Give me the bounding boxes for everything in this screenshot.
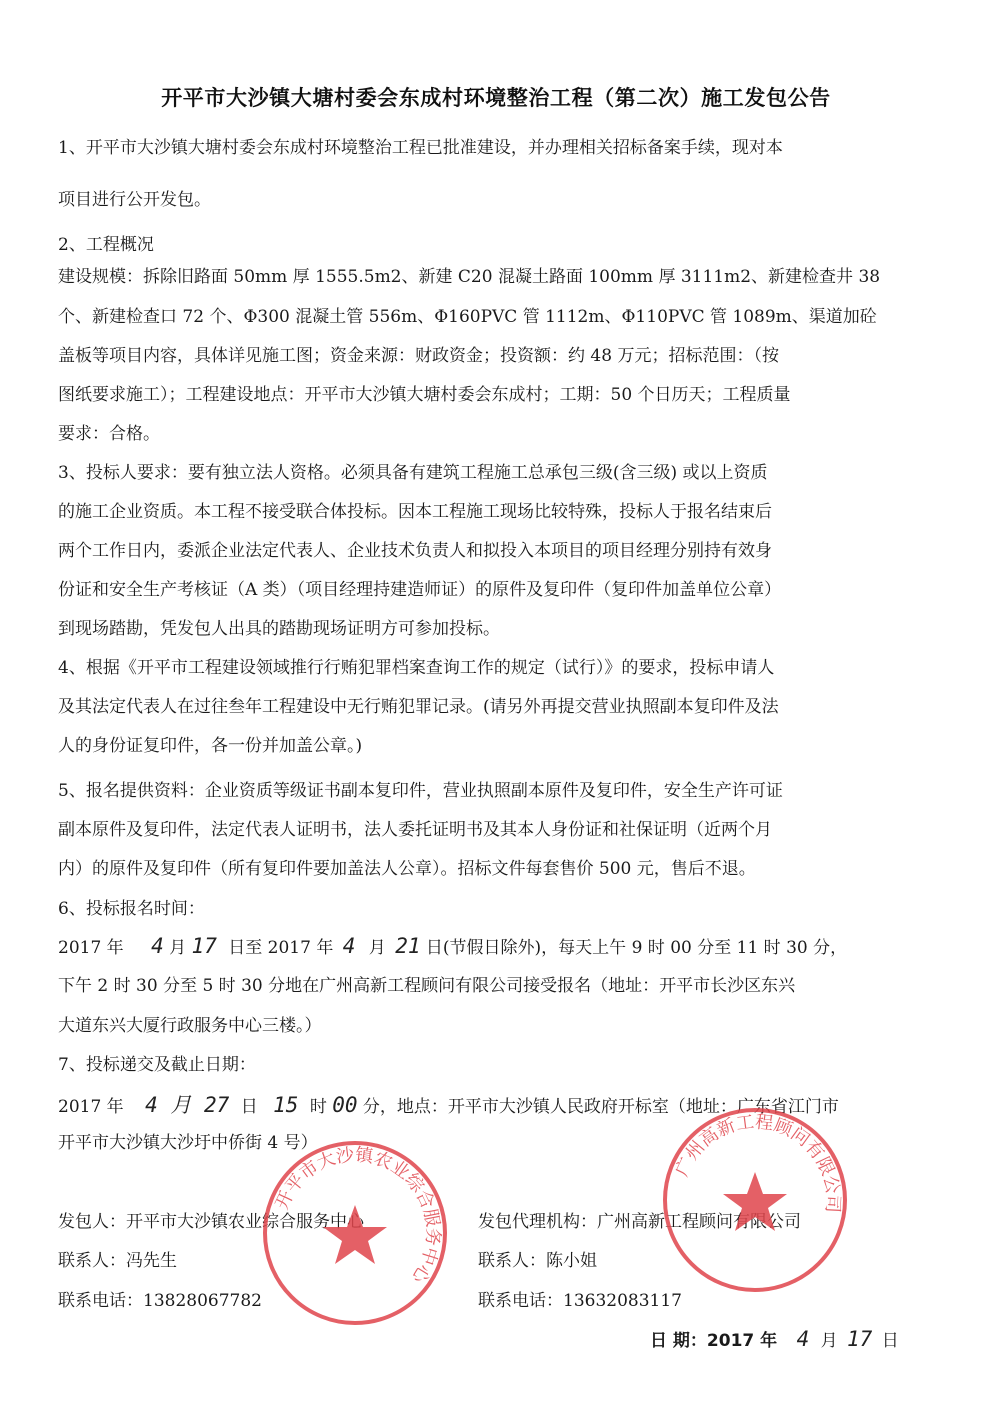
handwritten-day: 21 [395, 934, 421, 958]
text-line: 图纸要求施工）；工程建设地点：开平市大沙镇大塘村委会东成村；工期：50 个日历天；工程质量 [58, 385, 791, 405]
text-fragment: 2017 年 [58, 938, 124, 958]
text-line: 两个工作日内，委派企业法定代表人、企业技术负责人和拟投入本项目的项目经理分别持有效身 [58, 541, 772, 561]
issuer-name: 发包人：开平市大沙镇农业综合服务中心 [58, 1212, 364, 1232]
text-line: 大道东兴大厦行政服务中心三楼。） [58, 1016, 322, 1036]
handwritten-minute: 00 [332, 1093, 358, 1117]
agent-contact: 联系人：陈小姐 [478, 1251, 597, 1271]
text-line: 4、根据《开平市工程建设领域推行行贿犯罪档案查询工作的规定（试行）》的要求，投标申请人 [58, 658, 775, 678]
seal-text: 开平市大沙镇农业综合服务中心 [271, 1144, 444, 1287]
text-line: 人的身份证复印件，各一份并加盖公章。) [58, 736, 363, 756]
text-fragment: 月 [368, 938, 386, 958]
agent-name: 发包代理机构：广州高新工程顾问有限公司 [478, 1212, 801, 1232]
text-fragment: 月 [169, 938, 187, 958]
text-line: 开平市大沙镇大沙圩中侨街 4 号） [58, 1133, 318, 1153]
page-title: 开平市大沙镇大塘村委会东成村环境整治工程（第二次）施工发包公告 [161, 86, 831, 110]
text-fragment: 分，地点：开平市大沙镇人民政府开标室（地址：广东省江门市 [362, 1097, 839, 1117]
text-fragment: 日 [240, 1097, 258, 1117]
text-line: 个、新建检查口 72 个、Φ300 混凝土管 556m、Φ160PVC 管 1112m、Φ110PVC 管 1089m、渠道加砼 [58, 307, 877, 327]
text-line: 份证和安全生产考核证（A 类）（项目经理持建造师证）的原件及复印件（复印件加盖单位公章） [58, 580, 782, 600]
text-line: 1、开平市大沙镇大塘村委会东成村环境整治工程已批准建设，并办理相关招标备案手续，现对本 [58, 138, 783, 158]
handwritten-date: 4 月 27 [145, 1093, 230, 1117]
issuer-contact: 联系人：冯先生 [58, 1251, 177, 1271]
text-line: 要求：合格。 [58, 424, 160, 444]
seal-text: 广州高新工程顾问有限公司 [671, 1111, 844, 1214]
text-line: 建设规模：拆除旧路面 50mm 厚 1555.5m2、新建 C20 混凝土路面 100mm 厚 3111m2、新建检查井 38 [58, 267, 881, 287]
text-fragment: 日至 2017 年 [228, 938, 334, 958]
text-fragment: 日(节假日除外)，每天上午 9 时 00 分至 11 时 30 分， [425, 938, 848, 958]
text-line: 副本原件及复印件，法定代表人证明书，法人委托证明书及其本人身份证和社保证明（近两个月 [58, 820, 772, 840]
text-fragment: 2017 年 [58, 1097, 124, 1117]
handwritten-month: 4 [796, 1327, 810, 1351]
handwritten-hour: 15 [273, 1093, 299, 1117]
text-line: 内）的原件及复印件（所有复印件要加盖法人公章）。招标文件每套售价 500 元，售后不退。 [58, 859, 756, 879]
date-line [650, 1327, 899, 1353]
right-seal-stamp [655, 1100, 855, 1300]
section-heading: 2、工程概况 [58, 235, 154, 255]
text-line: 及其法定代表人在过往叁年工程建设中无行贿犯罪记录。(请另外再提交营业执照副本复印件及法 [58, 697, 779, 717]
text-line: 的施工企业资质。本工程不接受联合体投标。因本工程施工现场比较特殊，投标人于报名结束后 [58, 502, 772, 522]
handwritten-month: 4 [151, 934, 164, 958]
agent-phone: 联系电话：13632083117 [478, 1291, 682, 1311]
section-heading: 6、投标报名时间： [58, 899, 205, 919]
text-fragment: 时 [309, 1097, 327, 1117]
text-fragment: 日 [881, 1331, 899, 1351]
left-seal-stamp [255, 1133, 455, 1333]
text-line: 3、投标人要求：要有独立法人资格。必须具备有建筑工程施工总承包三级(含三级) 或以上资质 [58, 463, 768, 483]
text-line: 下午 2 时 30 分至 5 时 30 分地在广州高新工程顾问有限公司接受报名（地址：开平市长沙区东兴 [58, 976, 796, 996]
handwritten-day: 17 [191, 934, 217, 958]
text-line: 项目进行公开发包。 [58, 190, 211, 210]
issuer-phone: 联系电话：13828067782 [58, 1291, 262, 1311]
text-line: 盖板等项目内容，具体详见施工图；资金来源：财政资金；投资额：约 48 万元；招标范围：（按 [58, 346, 779, 366]
date-label: 日 期：2017 年 [650, 1331, 778, 1351]
registration-time-line [58, 934, 847, 960]
section-heading: 7、投标递交及截止日期： [58, 1055, 256, 1075]
text-line: 5、报名提供资料：企业资质等级证书副本复印件，营业执照副本原件及复印件，安全生产许可证 [58, 781, 783, 801]
handwritten-day: 17 [847, 1327, 873, 1351]
text-line: 到现场踏勘，凭发包人出具的踏勘现场证明方可参加投标。 [58, 619, 500, 639]
text-fragment: 月 [820, 1331, 838, 1351]
handwritten-month: 4 [342, 934, 356, 958]
